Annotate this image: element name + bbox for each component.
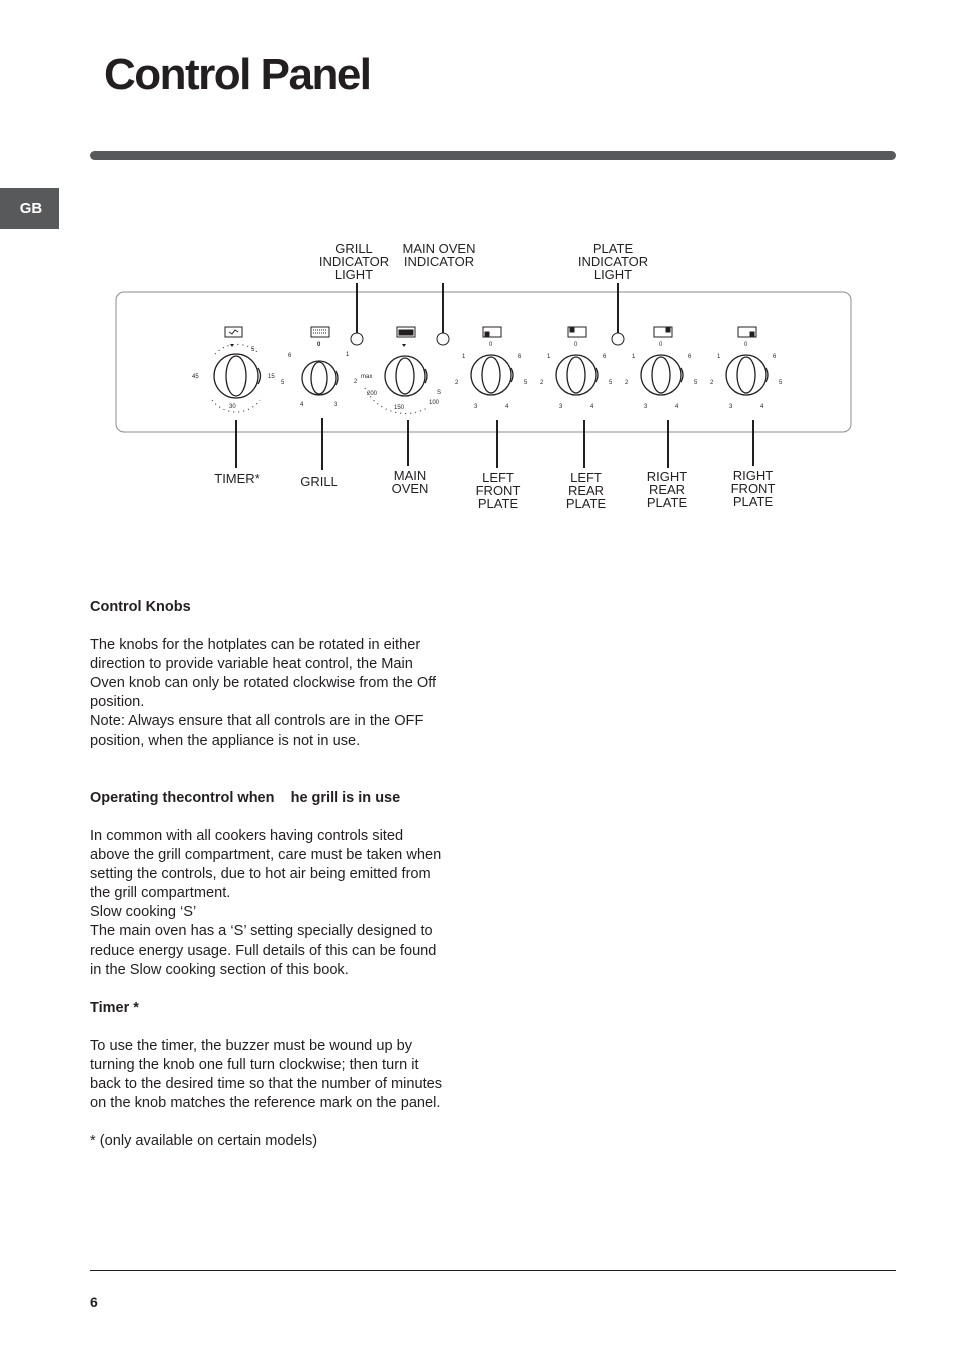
plate-scale-number: 5: [779, 380, 783, 386]
grill-scale-3: 3: [334, 402, 338, 408]
plate-scale-number: 4: [505, 404, 509, 410]
label-right-front-plate: RIGHT FRONT PLATE: [730, 468, 776, 509]
plate-scale-number: 0: [489, 342, 493, 348]
section-heading-control-knobs: Control Knobs: [90, 599, 191, 615]
oven-scale-150: 150: [394, 405, 405, 411]
section-paragraph: The knobs for the hotplates can be rotated in either direction to provide variable heat control, the Main Oven knob can only be rotated clockwise from the Off position. Note: Always ensure that all controls are in the OFF position, when the appliance is not in use.: [90, 637, 437, 749]
grill-scale-5: 5: [281, 380, 285, 386]
plate-scale-number: 1: [717, 354, 721, 360]
plate-scale-number: 5: [694, 380, 698, 386]
grill-scale-1: 1: [346, 352, 350, 358]
control-panel-diagram: [0, 230, 954, 530]
grill-indicator-light-shape: [351, 333, 363, 345]
plate-scale-number: 2: [710, 380, 714, 386]
plate-scale-number: 3: [729, 404, 733, 410]
plate-scale-number: 0: [574, 342, 578, 348]
plate-scale-number: 5: [524, 380, 528, 386]
oven-scale-s: S: [437, 390, 442, 396]
timer-scale-30: 30: [229, 404, 236, 410]
section-paragraph: To use the timer, the buzzer must be wound up by turning the knob one full turn clockwise; then turn it back to the desired time so that the number of minutes on the knob matches the reference mark on the panel.: [90, 1037, 443, 1112]
section-paragraph: In common with all cookers having controls sited above the grill compartment, care must be taken when setting the controls, due to hot air being emitted from the grill compartment. Slow cooking ‘S’ The main oven has a ‘S’ setting specially designed to reduce energy usage. Full details of this can be found in the Slow cooking section of this book.: [90, 827, 442, 978]
plate-scale-numbers: [455, 342, 783, 410]
plate-scale-number: 3: [474, 404, 478, 410]
label-plate-indicator-light: PLATE INDICATOR LIGHT: [577, 241, 649, 282]
plate-scale-number: 5: [609, 380, 613, 386]
plate-indicator-light-shape: [612, 333, 624, 345]
plate-scale-number: 6: [688, 354, 692, 360]
plate-scale-number: 4: [675, 404, 679, 410]
section-heading-timer: Timer *: [90, 999, 139, 1016]
oven-scale-200: 200: [367, 391, 378, 397]
page-number: 6: [90, 1294, 98, 1310]
timer-scale-5: 5: [251, 347, 255, 353]
grill-scale-4: 4: [300, 402, 304, 408]
plate-scale-number: 6: [773, 354, 777, 360]
timer-scale-45: 45: [192, 374, 199, 380]
label-grill-indicator-light: GRILL INDICATOR LIGHT: [318, 241, 390, 282]
plate-scale-number: 4: [760, 404, 764, 410]
grill-scale-6: 6: [288, 353, 292, 359]
oven-scale-max: max: [361, 374, 373, 380]
plate-scale-number: 0: [659, 342, 663, 348]
title-divider: [90, 151, 896, 160]
knobs: [214, 354, 768, 398]
label-main-oven: MAIN OVEN: [391, 468, 429, 496]
plate-scale-number: 2: [455, 380, 459, 386]
label-grill: GRILL: [300, 474, 338, 489]
grill-knob: [302, 361, 338, 395]
oven-scale-2: 2: [354, 379, 358, 385]
plate-scale-number: 2: [540, 380, 544, 386]
plate-scale-number: 3: [644, 404, 648, 410]
label-timer: TIMER*: [214, 471, 260, 486]
left-rear-plate-knob: [556, 355, 598, 395]
plate-scale-number: 6: [518, 354, 522, 360]
main-oven-indicator-shape: [437, 333, 449, 345]
oven-scale-100: 100: [429, 400, 440, 406]
panel-outline: [116, 292, 851, 432]
label-main-oven-indicator: MAIN OVEN INDICATOR: [402, 241, 476, 269]
footer-rule: [90, 1270, 896, 1271]
timer-knob: [214, 354, 261, 398]
scale-numbers: [192, 342, 441, 411]
grill-symbol-icon: [311, 327, 329, 337]
label-left-front-plate: LEFT FRONT PLATE: [475, 470, 521, 511]
plate-scale-number: 2: [625, 380, 629, 386]
right-front-plate-knob: [726, 355, 768, 395]
page-title: Control Panel: [104, 50, 371, 99]
label-right-rear-plate: RIGHT REAR PLATE: [646, 469, 688, 510]
plate-scale-number: 4: [590, 404, 594, 410]
right-rear-plate-knob: [641, 355, 683, 395]
plate-scale-number: 6: [603, 354, 607, 360]
label-left-rear-plate: LEFT REAR PLATE: [565, 470, 607, 511]
section-heading-operating-grill: Operating thecontrol when he grill is in use: [90, 789, 401, 806]
plate-scale-number: 1: [462, 354, 466, 360]
body-text: [90, 598, 482, 1151]
timer-scale-15: 15: [268, 374, 275, 380]
plate-scale-number: 1: [632, 354, 636, 360]
left-front-plate-knob: [471, 355, 513, 395]
footnote: * (only available on certain models): [90, 1133, 318, 1150]
plate-scale-number: 0: [744, 342, 748, 348]
grill-scale-0: 0: [317, 342, 321, 348]
dial-dots: [212, 344, 427, 413]
plate-scale-number: 3: [559, 404, 563, 410]
plate-scale-number: 1: [547, 354, 551, 360]
language-tab: GB: [0, 188, 59, 229]
main-oven-knob: [385, 356, 427, 396]
